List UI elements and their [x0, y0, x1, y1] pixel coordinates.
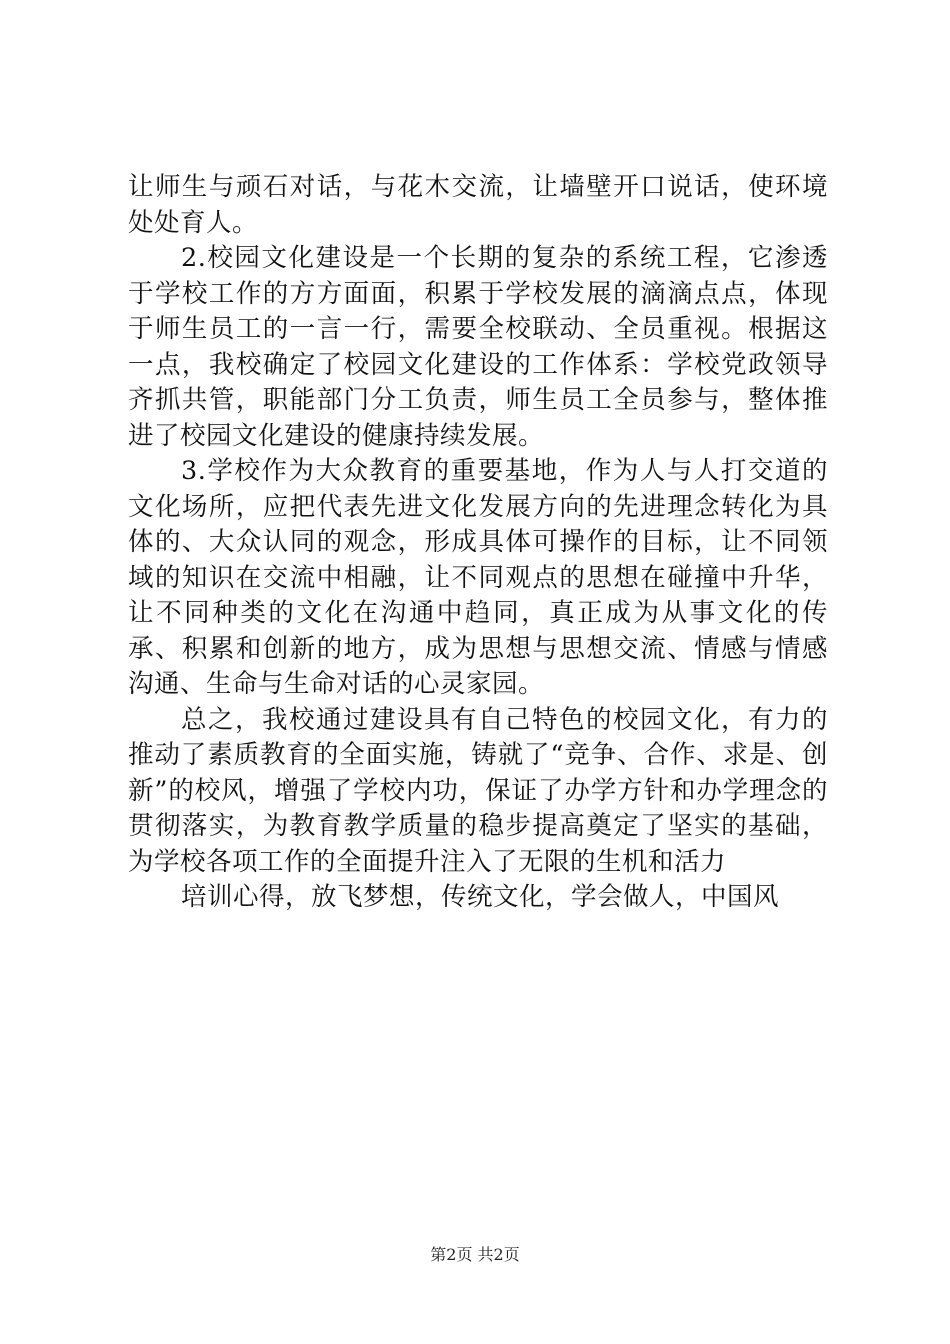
paragraph-keywords: 培训心得，放飞梦想，传统文化，学会做人，中国风 [181, 882, 780, 912]
paragraph-item-3: 3.学校作为大众教育的重要基地，作为人与人打交道的文化场所，应把代表先进文化发展方向的先进理念转化为具体的、大众认同的观念，形成具体可操作的目标，让不同领域的知识在交流中相融，让不同观点的思想在碰撞中升华，让不同种类的文化在沟通中趋同，真正成为从事文化的传承、积累和创新的地方，成为思想与思想交流、情感与情感沟通、生命与生命对话的心灵家园。 [128, 456, 828, 699]
paragraph-summary: 总之，我校通过建设具有自己特色的校园文化，有力的推动了素质教育的全面实施，铸就了“竞争、合作、求是、创新”的校风，增强了学校内功，保证了办学方针和办学理念的贯彻落实，为教育教学质量的稳步提高奠定了坚实的基础，为学校各项工作的全面提升注入了无限的生机和活力 [128, 704, 828, 877]
paragraph-item-2: 2.校园文化建设是一个长期的复杂的系统工程，它渗透于学校工作的方方面面，积累于学校发展的滴滴点点，体现于师生员工的一言一行，需要全校联动、全员重视。根据这一点，我校确定了校园文化建设的工作体系：学校党政领导齐抓共管，职能部门分工负责，师生员工全员参与，整体推进了校园文化建设的健康持续发展。 [128, 243, 828, 451]
paragraph-continuation: 让师生与顽石对话，与花木交流，让墙壁开口说话，使环境处处育人。 [128, 172, 828, 238]
document-body [128, 170, 828, 916]
page-footer: 第2页 共2页 [430, 1245, 520, 1264]
